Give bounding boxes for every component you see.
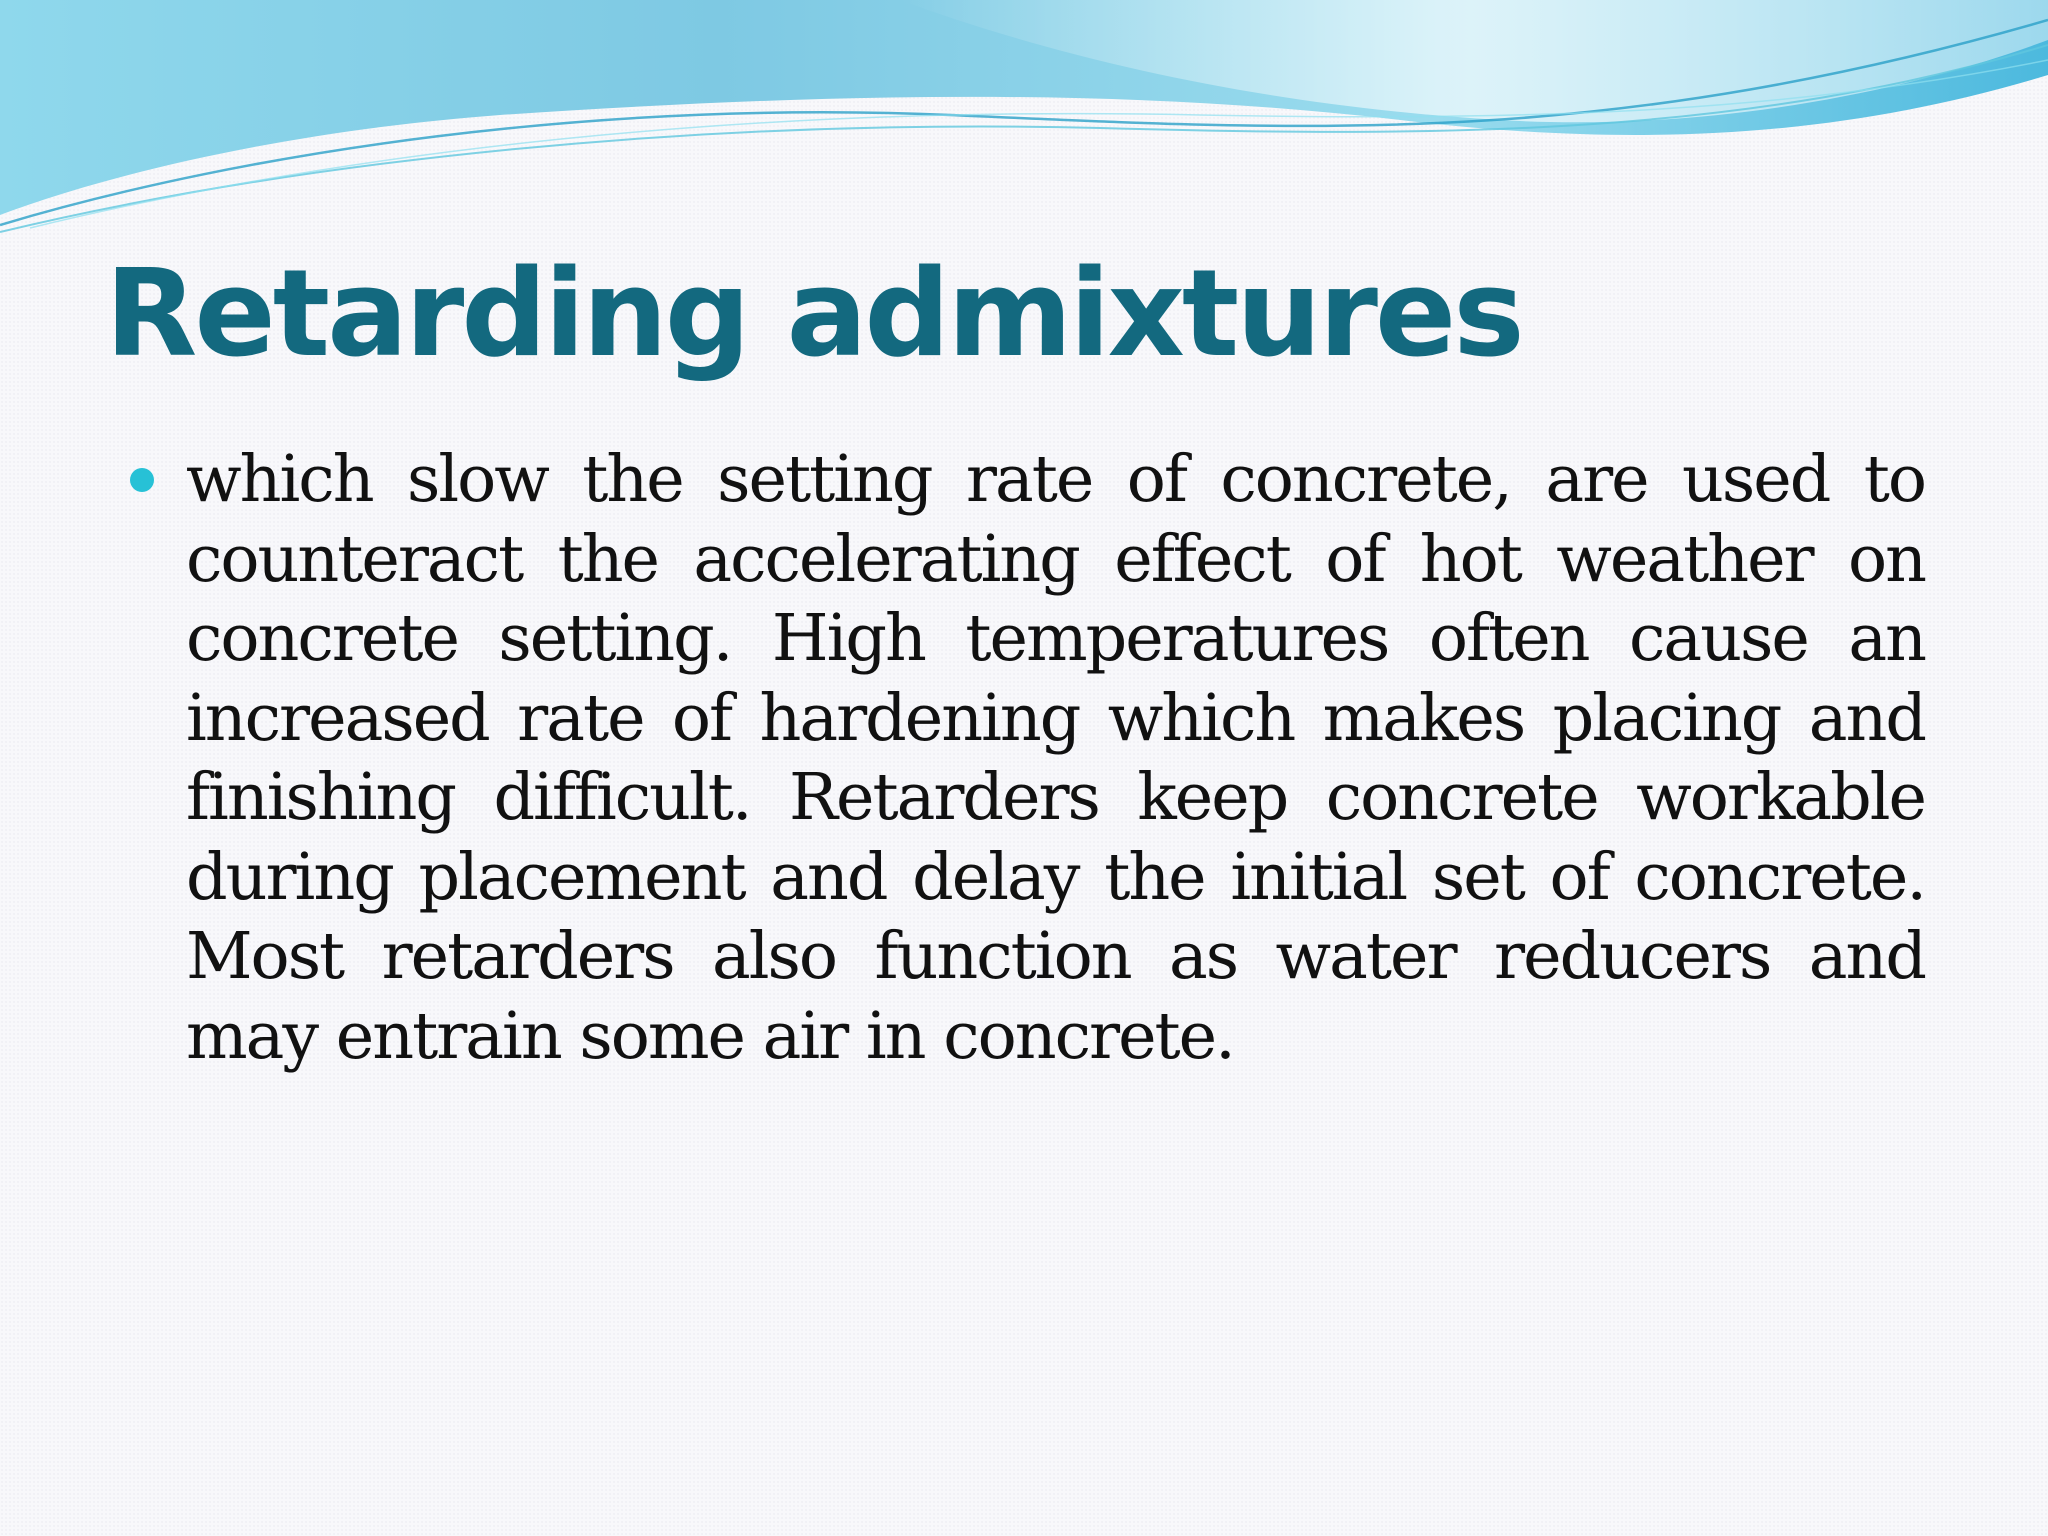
bullet-list	[130, 440, 1925, 1076]
list-item	[130, 440, 1925, 1076]
bullet-icon	[130, 468, 154, 492]
slide-title: Retarding admixtures	[105, 245, 1522, 384]
bullet-text: which slow the setting rate of concrete, are used to counteract the accelerating effect of hot weather on concrete setting. High temperatures often cause an increased rate of hardening which makes placing and finishing difficult. Retarders keep concrete workable during placement and delay the initial set of concrete. Most retarders also function as water reducers and may entrain some air in concrete.	[186, 442, 1925, 1074]
decorative-wave-header	[0, 0, 2048, 240]
